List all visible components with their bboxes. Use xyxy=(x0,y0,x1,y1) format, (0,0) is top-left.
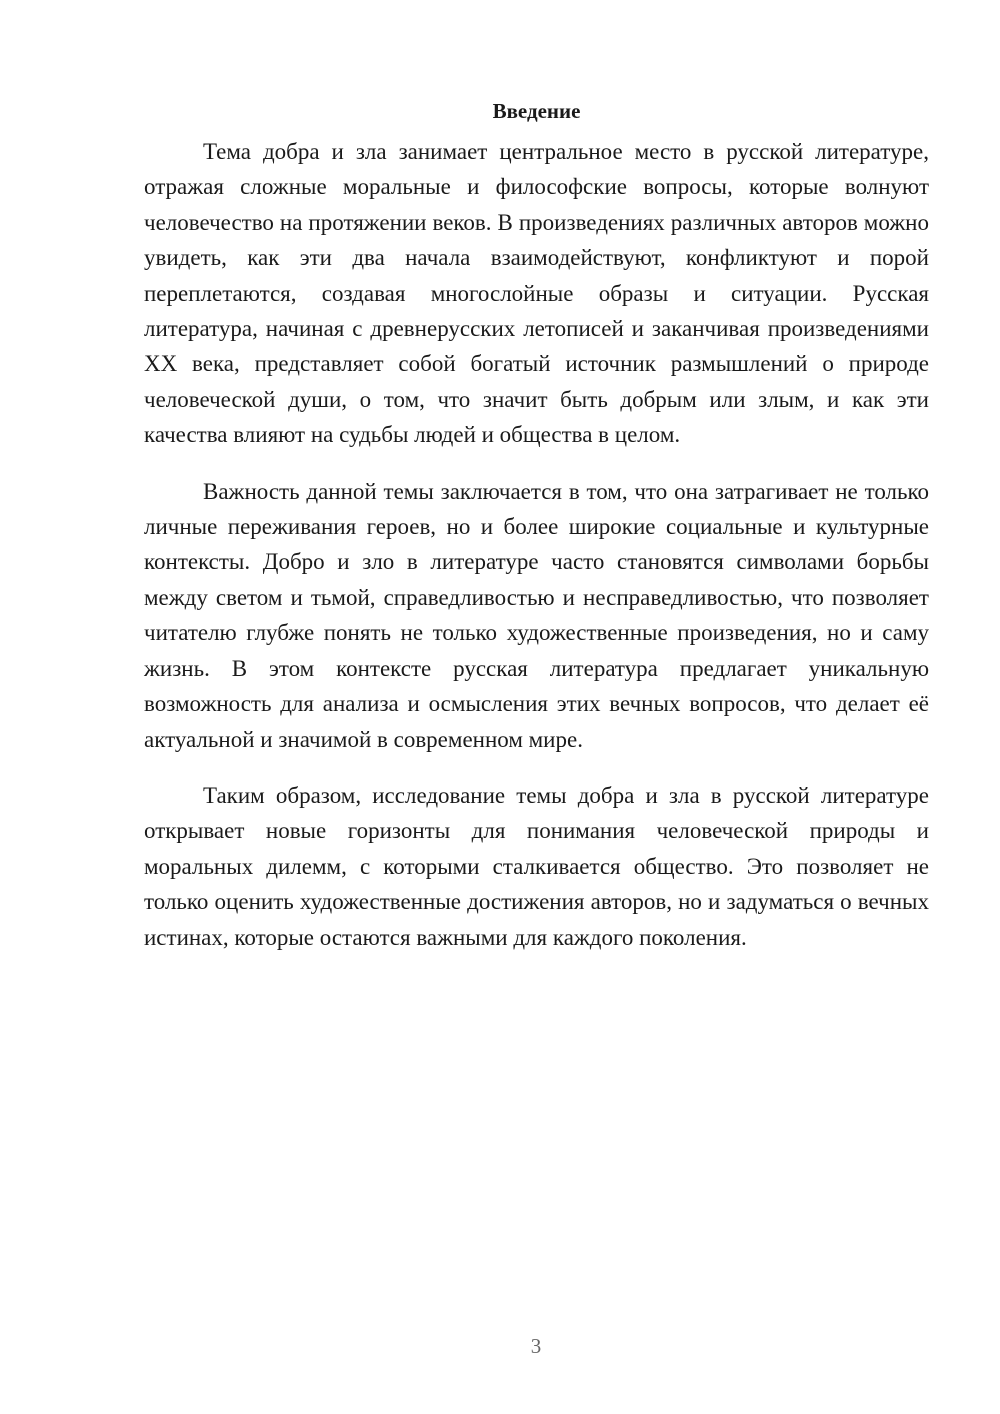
page-content xyxy=(144,96,929,976)
paragraph-3: Таким образом, исследование темы добра и зла в русской литературе открывает новые горизонты для понимания человеческой природы и моральных дилемм, с которыми сталкивается общество. Это позволяет не только оценить художественные достижения авторов, но и задуматься о вечных истинах, которые остаются важными для каждого поколения. xyxy=(144,782,929,950)
paragraph-1: Тема добра и зла занимает центральное место в русской литературе, отражая сложные моральные и философские вопросы, которые волнуют человечество на протяжении веков. В произведениях различных авторов можно увидеть, как эти два начала взаимодействуют, конфликтуют и порой переплетаются, создавая многослойные образы и ситуации. Русская литература, начиная с древнерусских летописей и заканчивая произведениями XX века, представляет собой богатый источник размышлений о природе человеческой души, о том, что значит быть добрым или злым, и как эти качества влияют на судьбы людей и общества в целом. xyxy=(144,139,929,448)
paragraph-2: Важность данной темы заключается в том, что она затрагивает не только личные переживания героев, но и более широкие социальные и культурные контексты. Добро и зло в литературе часто становятся символами борьбы между светом и тьмой, справедливостью и несправедливостью, что позволяет читателю глубже понять не только художественные произведения, но и саму жизнь. В этом контексте русская литература предлагает уникальную возможность для анализа и осмысления этих вечных вопросов, что делает её актуальной и значимой в современном мире. xyxy=(144,478,929,752)
page-number-footer xyxy=(0,1334,1000,1359)
page-number: 3 xyxy=(530,1334,542,1358)
section-title: Введение xyxy=(492,99,581,123)
